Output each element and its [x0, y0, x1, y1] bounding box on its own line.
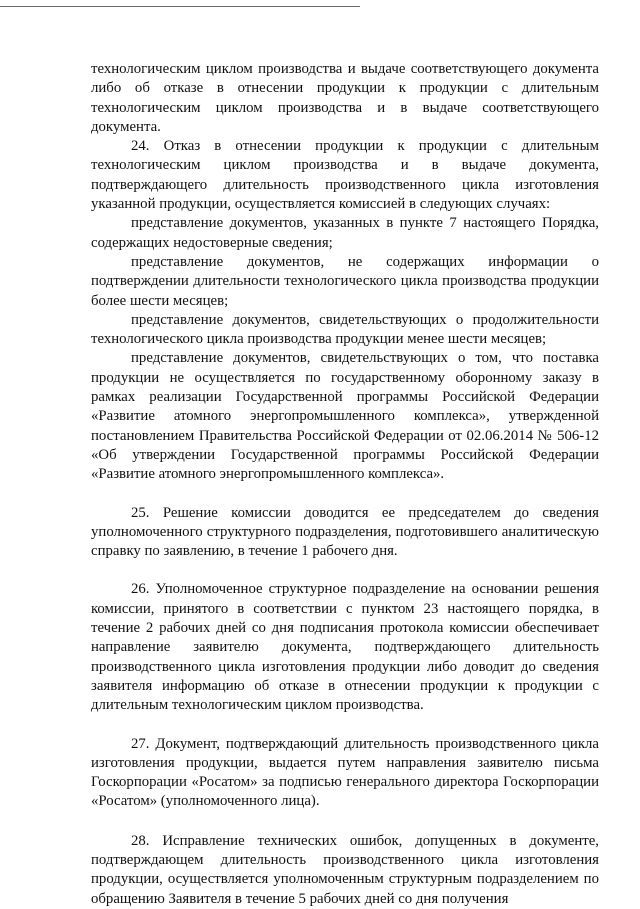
paragraph-25: 25. Решение комиссии доводится ее председателем до сведения уполномоченного структурного подразделения, подготовившего аналитическую справку по заявлению, в течение 1 рабочего дня.	[91, 504, 599, 560]
list-item-case-4: представление документов, свидетельствующих о том, что поставка продукции не осуществляется по государственному оборонному заказу в рамках реализации Государственной программы Российской Федерации «Развитие атомного энергопромышленного комплекса», утвержденной постановлением Правительства Российской Федерации от 02.06.2014 № 506-12 «Об утверждении Государственной программы Российской Федерации «Развитие атомного энергопромышленного комплекса».	[91, 350, 599, 483]
paragraph-28: 28. Исправление технических ошибок, допущенных в документе, подтверждающем длительность производственного цикла изготовления продукции, осуществляется уполномоченным структурным подразделением по обращению Заявителя в течение 5 рабочих дней со дня получения	[91, 832, 599, 907]
list-item-case-3: представление документов, свидетельствующих о продолжительности технологического цикла производства продукции менее шести месяцев;	[91, 311, 599, 348]
list-item-case-1: представление документов, указанных в пункте 7 настоящего Порядка, содержащих недостоверные сведения;	[91, 215, 599, 251]
paragraph-27: 27. Документ, подтверждающий длительность производственного цикла изготовления продукции, выдается путем направления заявителю письма Госкорпорации «Росатом» за подписью генерального директора Госкорпорации «Росатом» (уполномоченного лица).	[91, 735, 599, 810]
paragraph-24: 24. Отказ в отнесении продукции к продукции с длительным технологическим циклом производства и в выдаче документа, подтверждающего длительность производственного цикла изготовления указанной продукции, осуществляется комиссией в следующих случаях:	[91, 138, 599, 213]
paragraph-26: 26. Уполномоченное структурное подразделение на основании решения комиссии, принятого в соответствии с пунктом 23 настоящего порядка, в течение 2 рабочих дней со дня подписания протокола комиссии обеспечивает направление заявителю документа, подтверждающего длительность производственного цикла изготовления продукции либо доводит до сведения заявителя информацию об отказе в отнесении продукции к продукции с длительным технологическим циклом производства.	[91, 581, 599, 714]
top-rule	[0, 6, 360, 7]
document-page	[91, 60, 599, 909]
list-item-case-2: представление документов, не содержащих информации о подтверждении длительности технологического цикла производства продукции более шести месяцев;	[91, 253, 599, 309]
paragraph-continuation: технологическим циклом производства и выдаче соответствующего документа либо об отказе в отнесении продукции к продукции с длительным технологическим циклом производства и в выдаче соответствующего документа.	[91, 61, 599, 135]
